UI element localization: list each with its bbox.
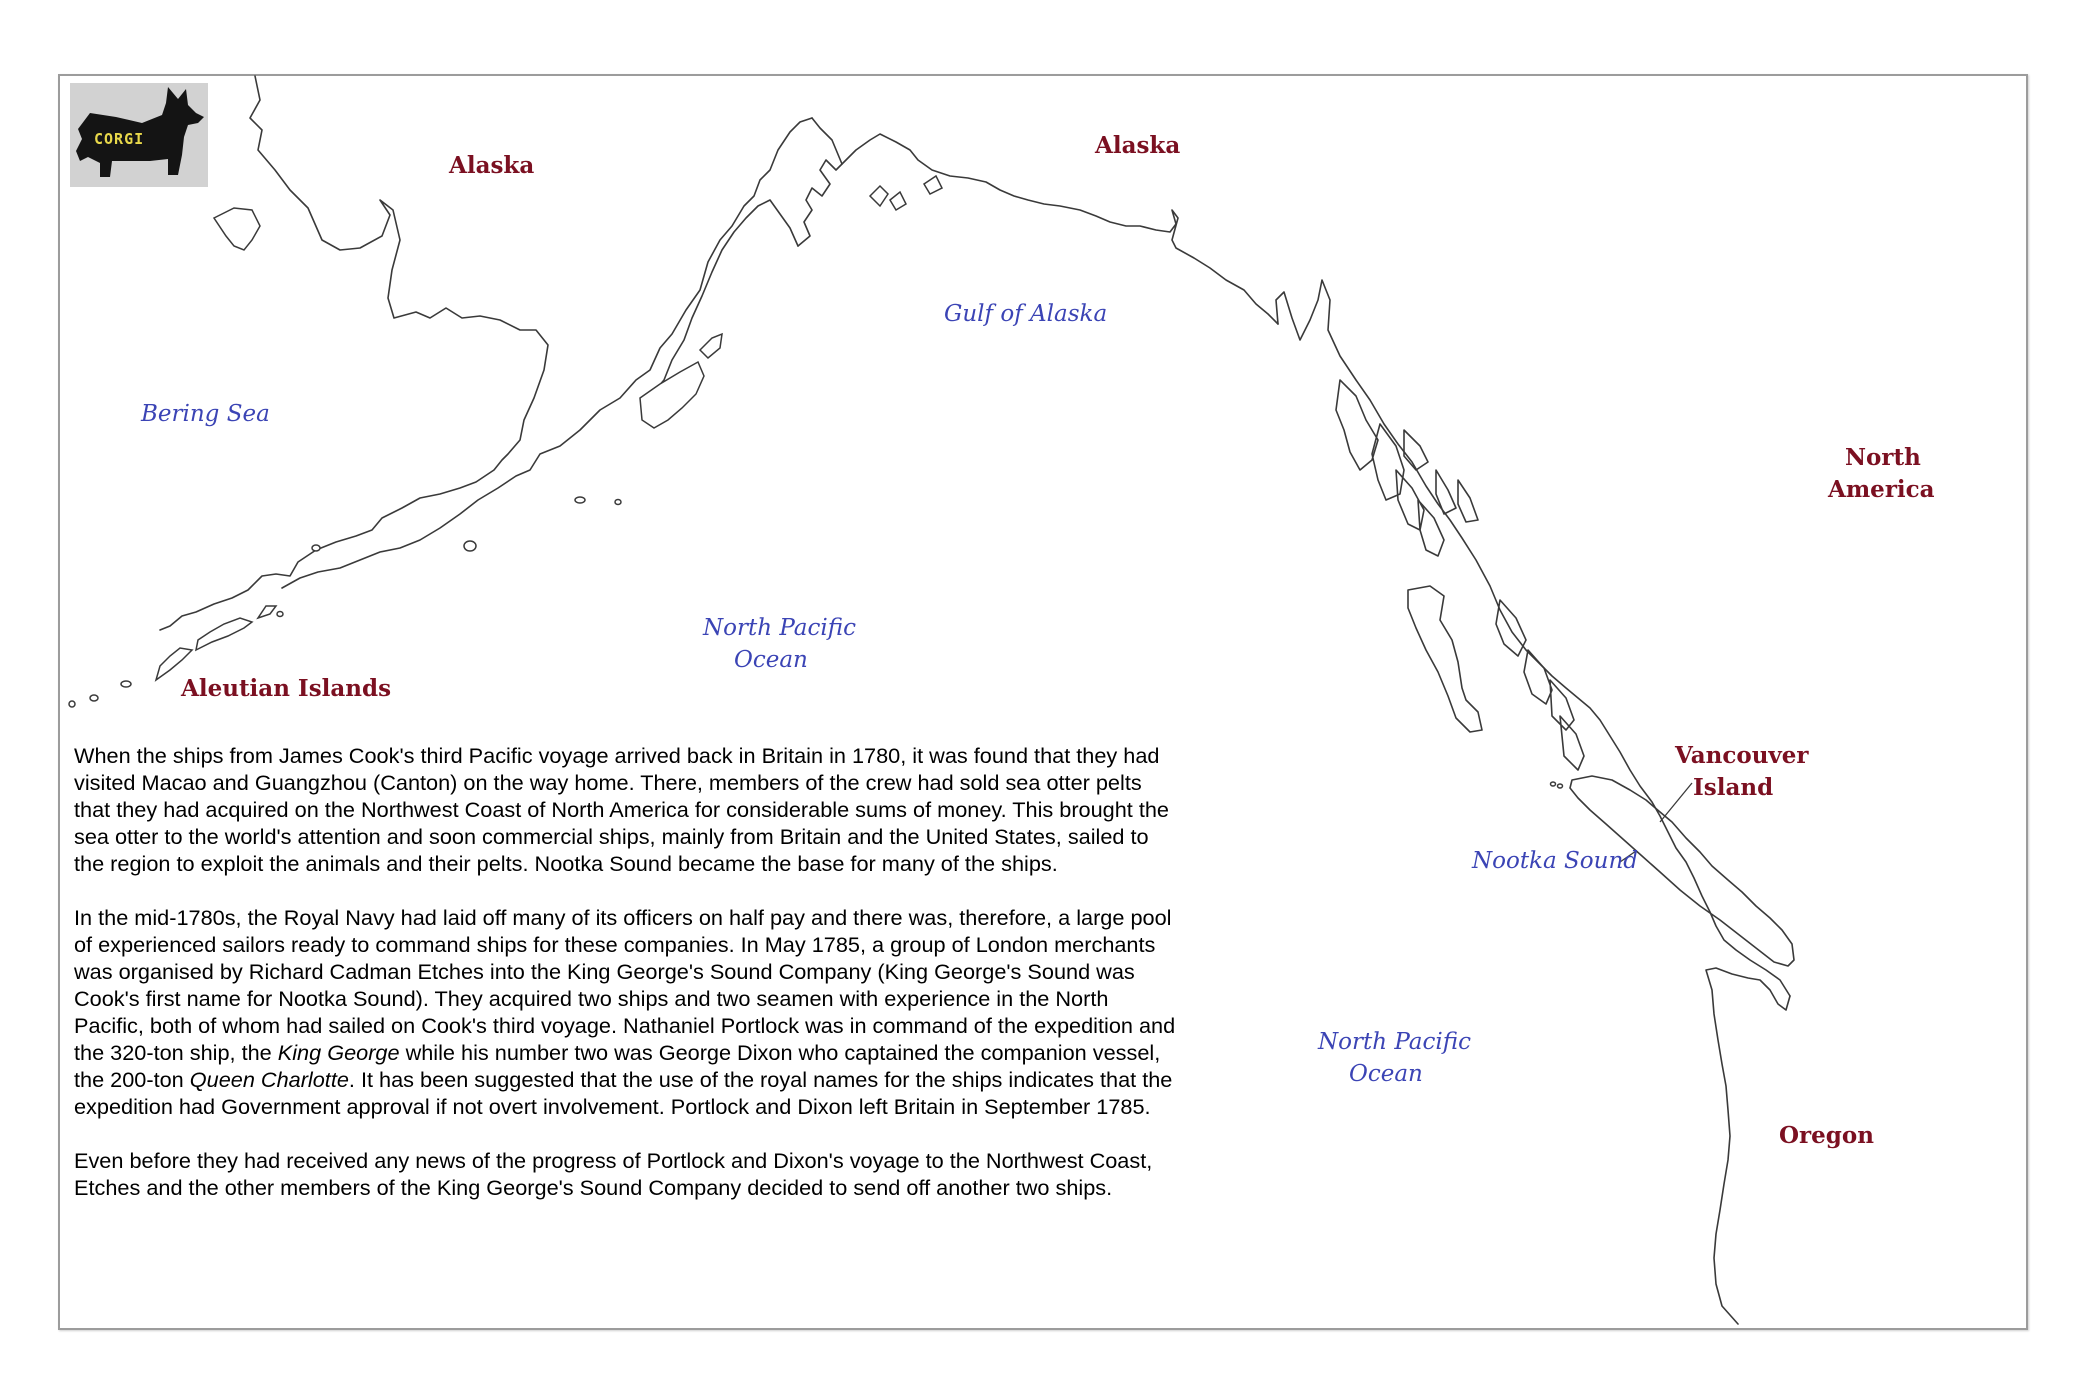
- label-vancouver-island-line2: Island: [1693, 774, 1774, 801]
- corgi-logo: [70, 83, 208, 187]
- label-north-pacific-east-line1: North Pacific: [1318, 1029, 1471, 1055]
- label-north-pacific-east-line2: Ocean: [1349, 1061, 1423, 1087]
- pws-island: [870, 186, 888, 206]
- label-nootka-sound: Nootka Sound: [1472, 848, 1638, 874]
- body-text: [74, 742, 1179, 1201]
- small-island-2: [1558, 784, 1563, 788]
- label-bering-sea: Bering Sea: [141, 401, 270, 427]
- paragraph-2-part-a: In the mid-1780s, the Royal Navy had laid off many of its officers on half pay and there was, therefore, a large pool of experienced sailors ready to command ships for these companies. In May 1785, a group of London merchants was organised by Richard Cadman Etches into the King George's Sound Company (King George's Sound was Cook's first name for Nootka Sound). They acquired two ships and two seamen with experience in the North Pacific, both of whom had sailed on Cook's third voyage. Nathaniel Portlock was in command of the expedition and the 320-ton ship, the: [74, 905, 1176, 1065]
- label-north-pacific-west-line1: North Pacific: [703, 615, 856, 641]
- kodiak-island: [640, 362, 704, 428]
- paragraph-2-part-c: . It has been suggested that the use of the royal names for the ships indicates that the expedition had Government approval if not overt involvement. Portlock and Dixon left Britain in September 1785.: [74, 1067, 1173, 1119]
- afognak-island: [700, 334, 722, 358]
- southeast-alaska-coastline: [1276, 280, 1790, 996]
- pws-island-2: [890, 192, 906, 210]
- label-oregon: Oregon: [1779, 1122, 1874, 1149]
- small-island: [1551, 782, 1556, 786]
- paragraph-2: [74, 904, 1179, 1120]
- kenai-coastline: [652, 200, 798, 394]
- label-north-pacific-west-line2: Ocean: [734, 647, 808, 673]
- paragraph-1: When the ships from James Cook's third Pacific voyage arrived back in Britain in 1780, it was found that they had visited Macao and Guangzhou (Canton) on the way home. There, members of the crew had sold sea otter pelts that they had acquired on the Northwest Coast of North America for considerable sums of money. This brought the sea otter to the world's attention and soon commercial ships, mainly from Britain and the United States, sailed to the region to exploit the animals and their pelts. Nootka Sound became the base for many of the ships.: [74, 743, 1169, 876]
- bering-sea-island: [214, 208, 260, 250]
- gulf-of-alaska-coastline: [842, 134, 1278, 324]
- haida-gwaii: [1408, 586, 1482, 732]
- logo-text: CORGI: [94, 130, 145, 148]
- label-vancouver-island-line1: Vancouver: [1675, 742, 1809, 769]
- label-gulf-of-alaska: Gulf of Alaska: [944, 301, 1108, 327]
- paragraph-2-part-b: while his number two was George Dixon who captained the companion vessel, the 200-ton: [74, 1040, 1161, 1092]
- label-aleutian-islands: Aleutian Islands: [181, 675, 392, 702]
- label-north-america-line2: America: [1828, 476, 1935, 503]
- paragraph-3: Even before they had received any news of the progress of Portlock and Dixon's voyage to the Northwest Coast, Etches and the other members of the King George's Sound Company decided to send off another two ships.: [74, 1148, 1153, 1200]
- vancouver-leader-line: [1660, 783, 1692, 822]
- label-alaska-west: Alaska: [449, 152, 535, 179]
- pws-island-3: [924, 176, 942, 194]
- ship-name-queen-charlotte: Queen Charlotte: [189, 1067, 349, 1092]
- ship-name-king-george: King George: [277, 1040, 400, 1065]
- label-alaska-east: Alaska: [1095, 132, 1181, 159]
- cook-inlet-coastline: [798, 118, 842, 246]
- label-north-america-line1: North: [1845, 444, 1921, 471]
- pacific-northwest-coastline: [1706, 968, 1790, 1324]
